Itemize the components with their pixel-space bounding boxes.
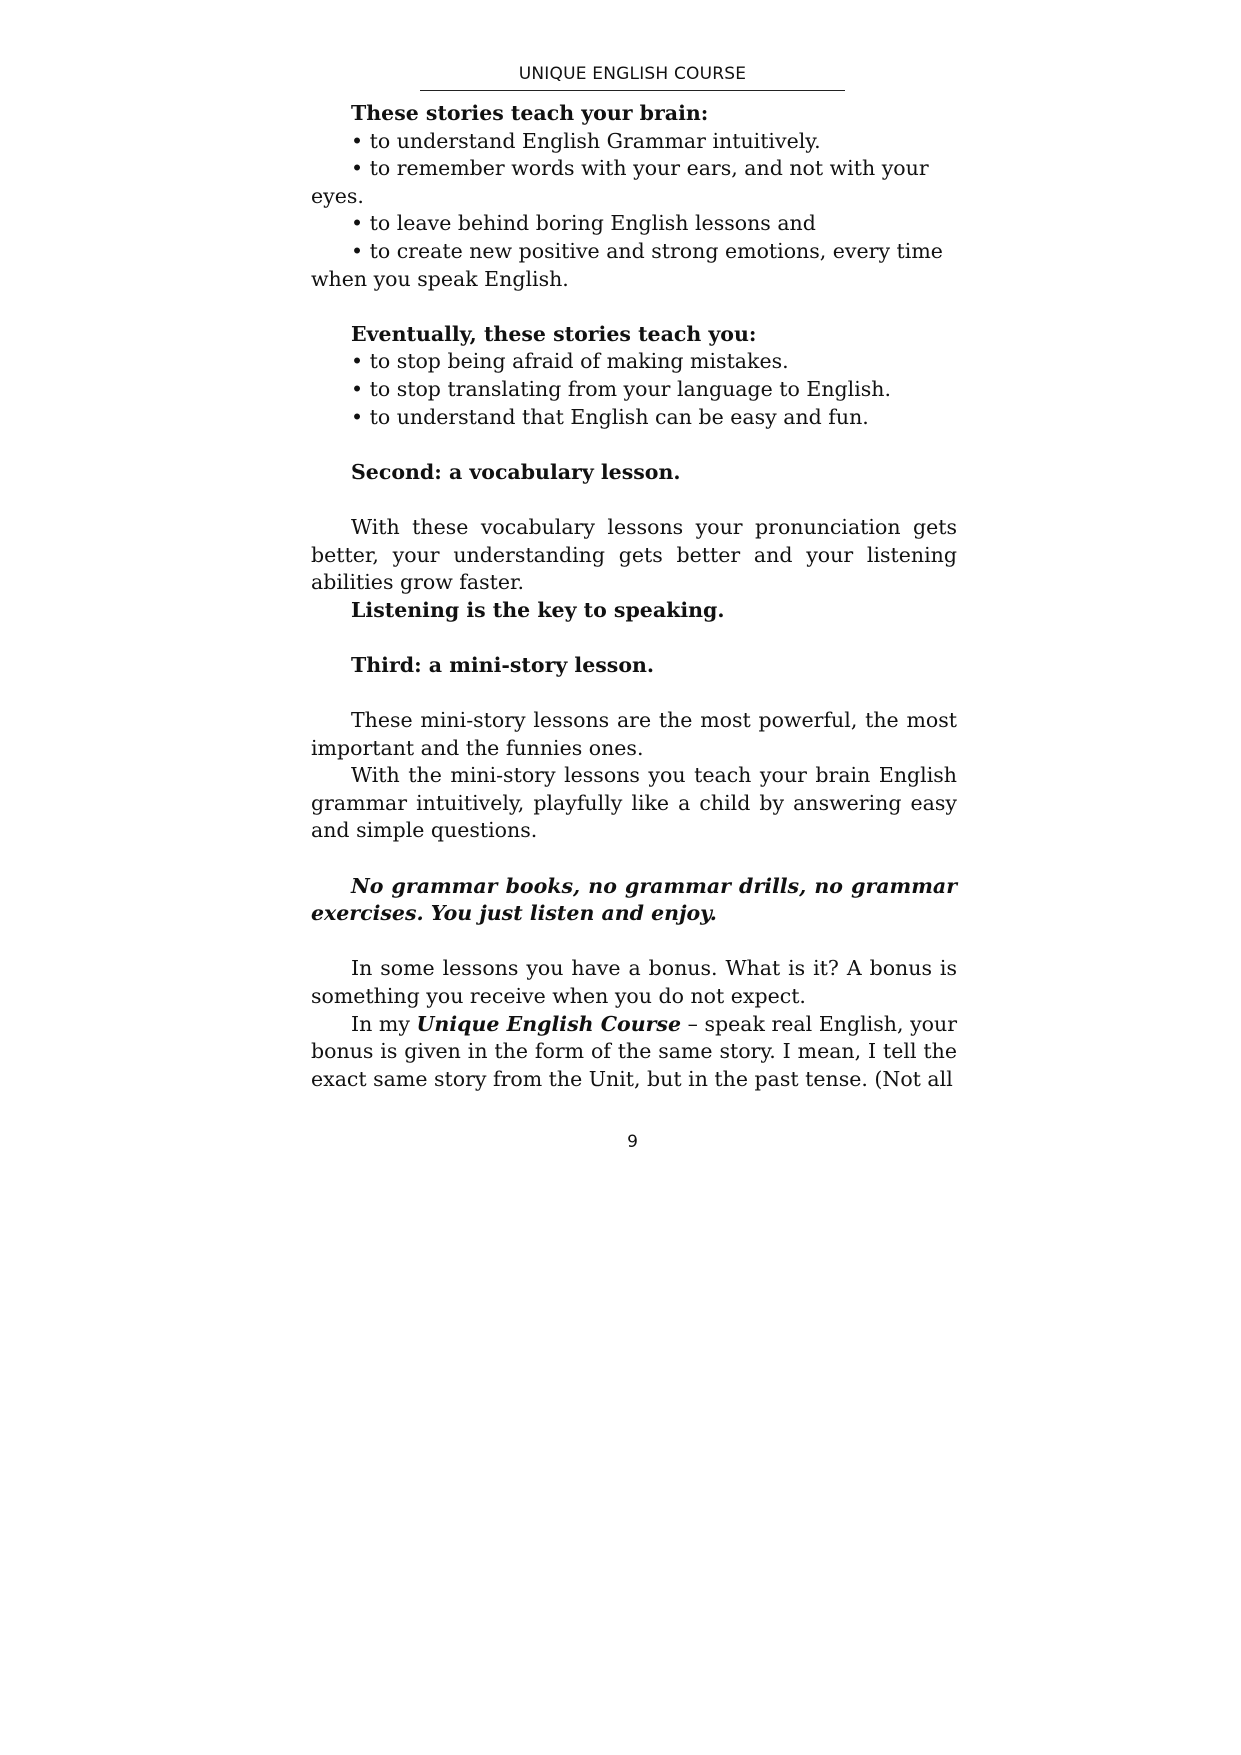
paragraph-gap bbox=[311, 845, 957, 873]
bullet-item: • to understand English Grammar intuitively. bbox=[351, 128, 821, 153]
course-title: Unique English Course bbox=[416, 1011, 682, 1036]
paragraph-gap bbox=[311, 293, 957, 321]
listening-key-statement: Listening is the key to speaking. bbox=[351, 597, 725, 622]
page-number: 9 bbox=[627, 1132, 638, 1152]
heading-eventually: Eventually, these stories teach you: bbox=[351, 321, 757, 346]
paragraph-gap bbox=[311, 486, 957, 514]
paragraph-bonus-2-rest: – speak real English, your bonus is given in the form of the same story. I mean, I tell the exact same story from the Unit, but in the past tense. (Not all bbox=[311, 1011, 957, 1091]
heading-mini-story-lesson: Third: a mini-story lesson. bbox=[351, 652, 655, 677]
paragraph-bonus-2 bbox=[311, 1011, 957, 1094]
paragraph-mini-story-2: With the mini-story lessons you teach your brain English grammar intuitively, playfully like a child by answering easy and simple questions. bbox=[311, 763, 957, 843]
running-header: UNIQUE ENGLISH COURSE bbox=[518, 64, 747, 84]
paragraph-gap bbox=[311, 679, 957, 707]
bullet-item: • to stop translating from your language to English. bbox=[351, 376, 892, 401]
bullet-item: • to stop being afraid of making mistakes. bbox=[351, 349, 789, 374]
paragraph-gap bbox=[311, 624, 957, 652]
no-grammar-statement: No grammar books, no grammar drills, no grammar exercises. You just listen and enjoy. bbox=[311, 873, 957, 926]
body-text bbox=[311, 100, 957, 1093]
heading-vocabulary-lesson: Second: a vocabulary lesson. bbox=[351, 459, 681, 484]
paragraph-gap bbox=[311, 928, 957, 956]
bullet-item: • to leave behind boring English lessons and bbox=[351, 211, 816, 236]
heading-stories-teach-brain: These stories teach your brain: bbox=[351, 101, 709, 125]
bullet-item: • to understand that English can be easy and fun. bbox=[351, 404, 869, 429]
bullet-item: • to remember words with your ears, and not with your eyes. bbox=[311, 156, 929, 208]
paragraph-mini-story-1: These mini-story lessons are the most powerful, the most important and the funnies ones. bbox=[311, 708, 957, 760]
bullet-item: • to create new positive and strong emotions, every time when you speak English. bbox=[311, 238, 943, 291]
paragraph-bonus-2-start: In my bbox=[351, 1011, 417, 1036]
header-rule bbox=[420, 90, 845, 91]
paragraph-vocabulary: With these vocabulary lessons your pronunciation gets better, your understanding gets better and your listening abilities grow faster. bbox=[311, 514, 957, 595]
paragraph-gap bbox=[311, 431, 957, 459]
paragraph-bonus-1: In some lessons you have a bonus. What is it? A bonus is something you receive when you do not expect. bbox=[311, 956, 957, 1008]
